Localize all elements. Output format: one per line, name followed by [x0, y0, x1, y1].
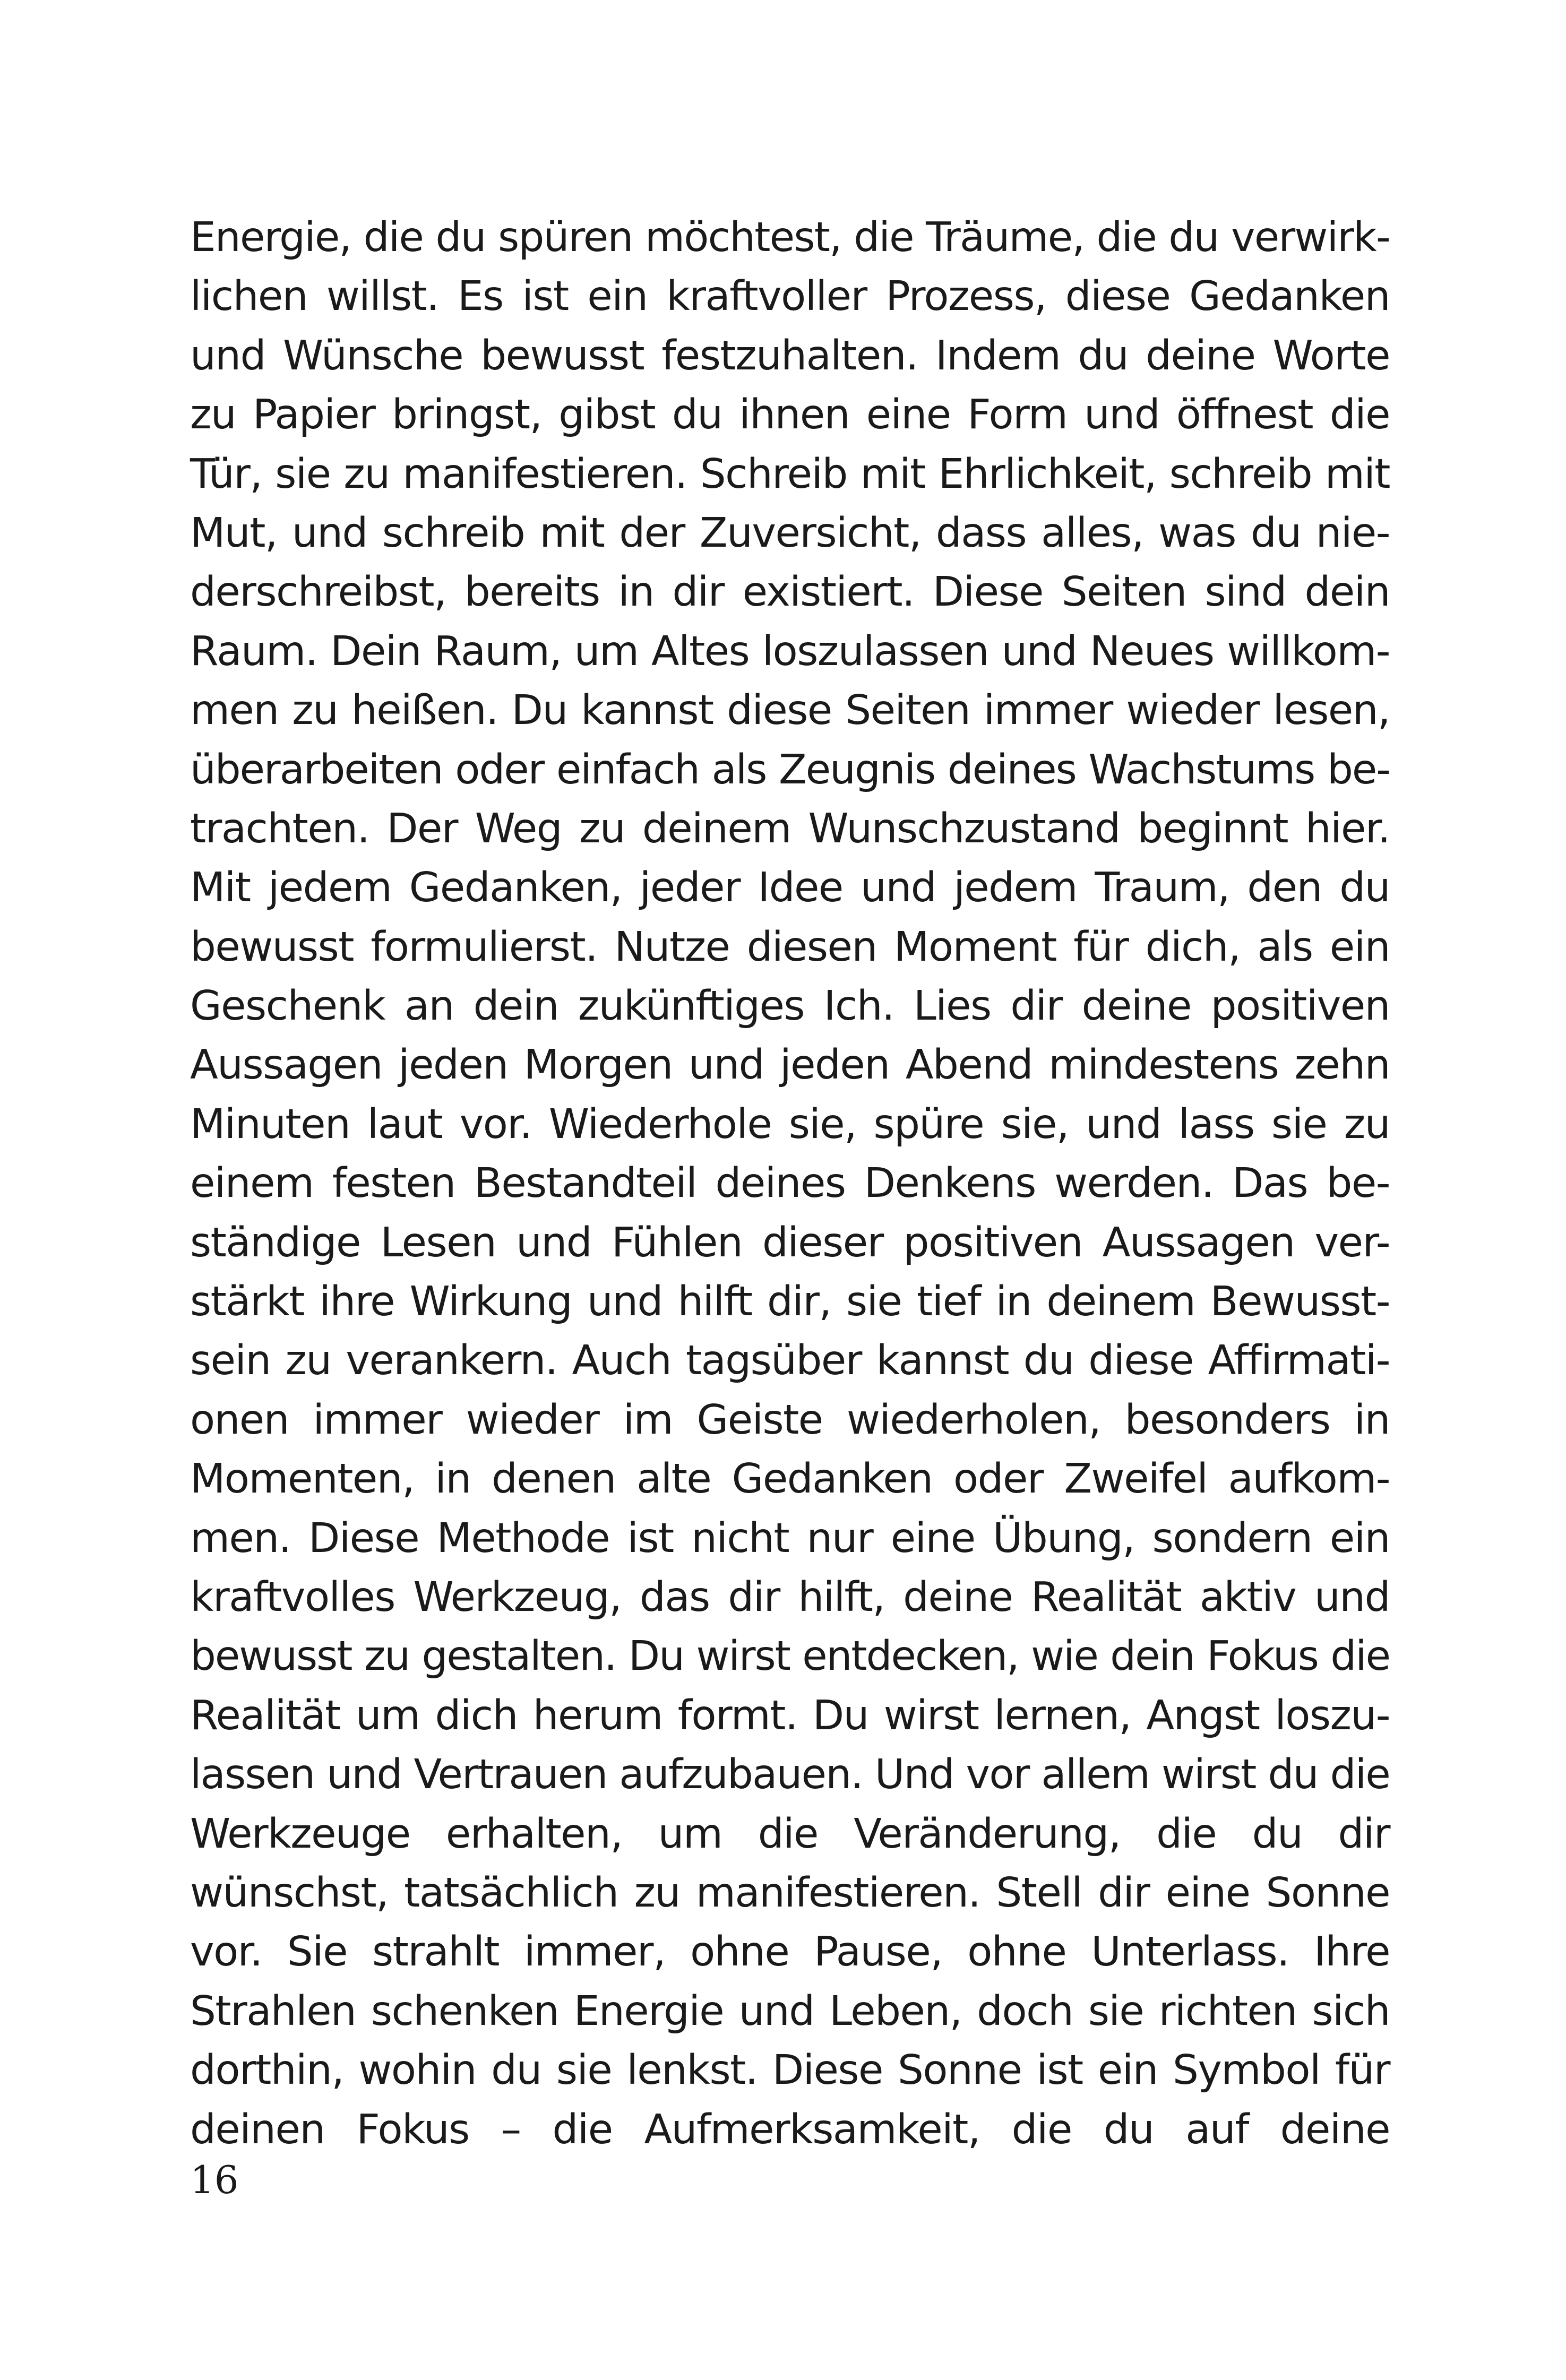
text-line: men. Diese Methode ist nicht nur eine Übung, sondern ein	[190, 1514, 1390, 1562]
text-line: bewusst zu gestalten. Du wirst entdecken, wie dein Fokus die	[190, 1633, 1390, 1680]
body-text	[190, 208, 1390, 2159]
text-line: Werkzeuge erhalten, um die Veränderung, die du dir	[190, 1810, 1390, 1858]
text-line: Tür, sie zu manifestieren. Schreib mit Ehrlichkeit, schreib mit	[190, 450, 1390, 498]
text-line: kraftvolles Werkzeug, das dir hilft, deine Realität aktiv und	[190, 1573, 1390, 1621]
text-line: Momenten, in denen alte Gedanken oder Zweifel aufkom-	[190, 1455, 1390, 1503]
text-line: derschreibst, bereits in dir existiert. Diese Seiten sind dein	[190, 568, 1390, 616]
text-line: trachten. Der Weg zu deinem Wunschzustand beginnt hier.	[190, 805, 1390, 852]
text-line: Aussagen jeden Morgen und jeden Abend mindestens zehn	[190, 1041, 1390, 1089]
text-line: Raum. Dein Raum, um Altes loszulassen und Neues willkom-	[190, 627, 1390, 675]
text-line: Energie, die du spüren möchtest, die Träume, die du verwirk-	[190, 214, 1390, 261]
text-line: Mut, und schreib mit der Zuversicht, dass alles, was du nie-	[190, 509, 1390, 557]
text-line: sein zu verankern. Auch tagsüber kannst du diese Affirmati-	[190, 1337, 1390, 1385]
text-line: men zu heißen. Du kannst diese Seiten immer wieder lesen,	[190, 687, 1390, 735]
text-line: einem festen Bestandteil deines Denkens werden. Das be-	[190, 1160, 1390, 1208]
text-line: lassen und Vertrauen aufzubauen. Und vor allem wirst du die	[190, 1751, 1390, 1799]
text-line: Geschenk an dein zukünftiges Ich. Lies dir deine positiven	[190, 982, 1390, 1030]
text-line: bewusst formulierst. Nutze diesen Moment für dich, als ein	[190, 923, 1390, 971]
page-number: 16	[190, 2158, 239, 2202]
text-line: dorthin, wohin du sie lenkst. Diese Sonne ist ein Symbol für	[190, 2047, 1390, 2094]
text-line: Realität um dich herum formt. Du wirst lernen, Angst loszu-	[190, 1692, 1390, 1739]
text-line: deinen Fokus – die Aufmerksamkeit, die du auf deine	[190, 2106, 1390, 2153]
text-line: Mit jedem Gedanken, jeder Idee und jedem Traum, den du	[190, 864, 1390, 912]
text-line: überarbeiten oder einfach als Zeugnis deines Wachstums be-	[190, 746, 1390, 794]
text-line: zu Papier bringst, gibst du ihnen eine Form und öffnest die	[190, 391, 1390, 439]
text-line: wünschst, tatsächlich zu manifestieren. Stell dir eine Sonne	[190, 1869, 1390, 1917]
text-line: lichen willst. Es ist ein kraftvoller Prozess, diese Gedanken	[190, 273, 1390, 321]
text-line: und Wünsche bewusst festzuhalten. Indem du deine Worte	[190, 332, 1390, 380]
text-line: Strahlen schenken Energie und Leben, doch sie richten sich	[190, 1987, 1390, 2035]
text-line: ständige Lesen und Fühlen dieser positiven Aussagen ver-	[190, 1219, 1390, 1266]
text-line: Minuten laut vor. Wiederhole sie, spüre sie, und lass sie zu	[190, 1100, 1390, 1148]
text-line: stärkt ihre Wirkung und hilft dir, sie tief in deinem Bewusst-	[190, 1278, 1390, 1326]
text-line: onen immer wieder im Geiste wiederholen, besonders in	[190, 1396, 1390, 1444]
text-line: vor. Sie strahlt immer, ohne Pause, ohne Unterlass. Ihre	[190, 1928, 1390, 1976]
